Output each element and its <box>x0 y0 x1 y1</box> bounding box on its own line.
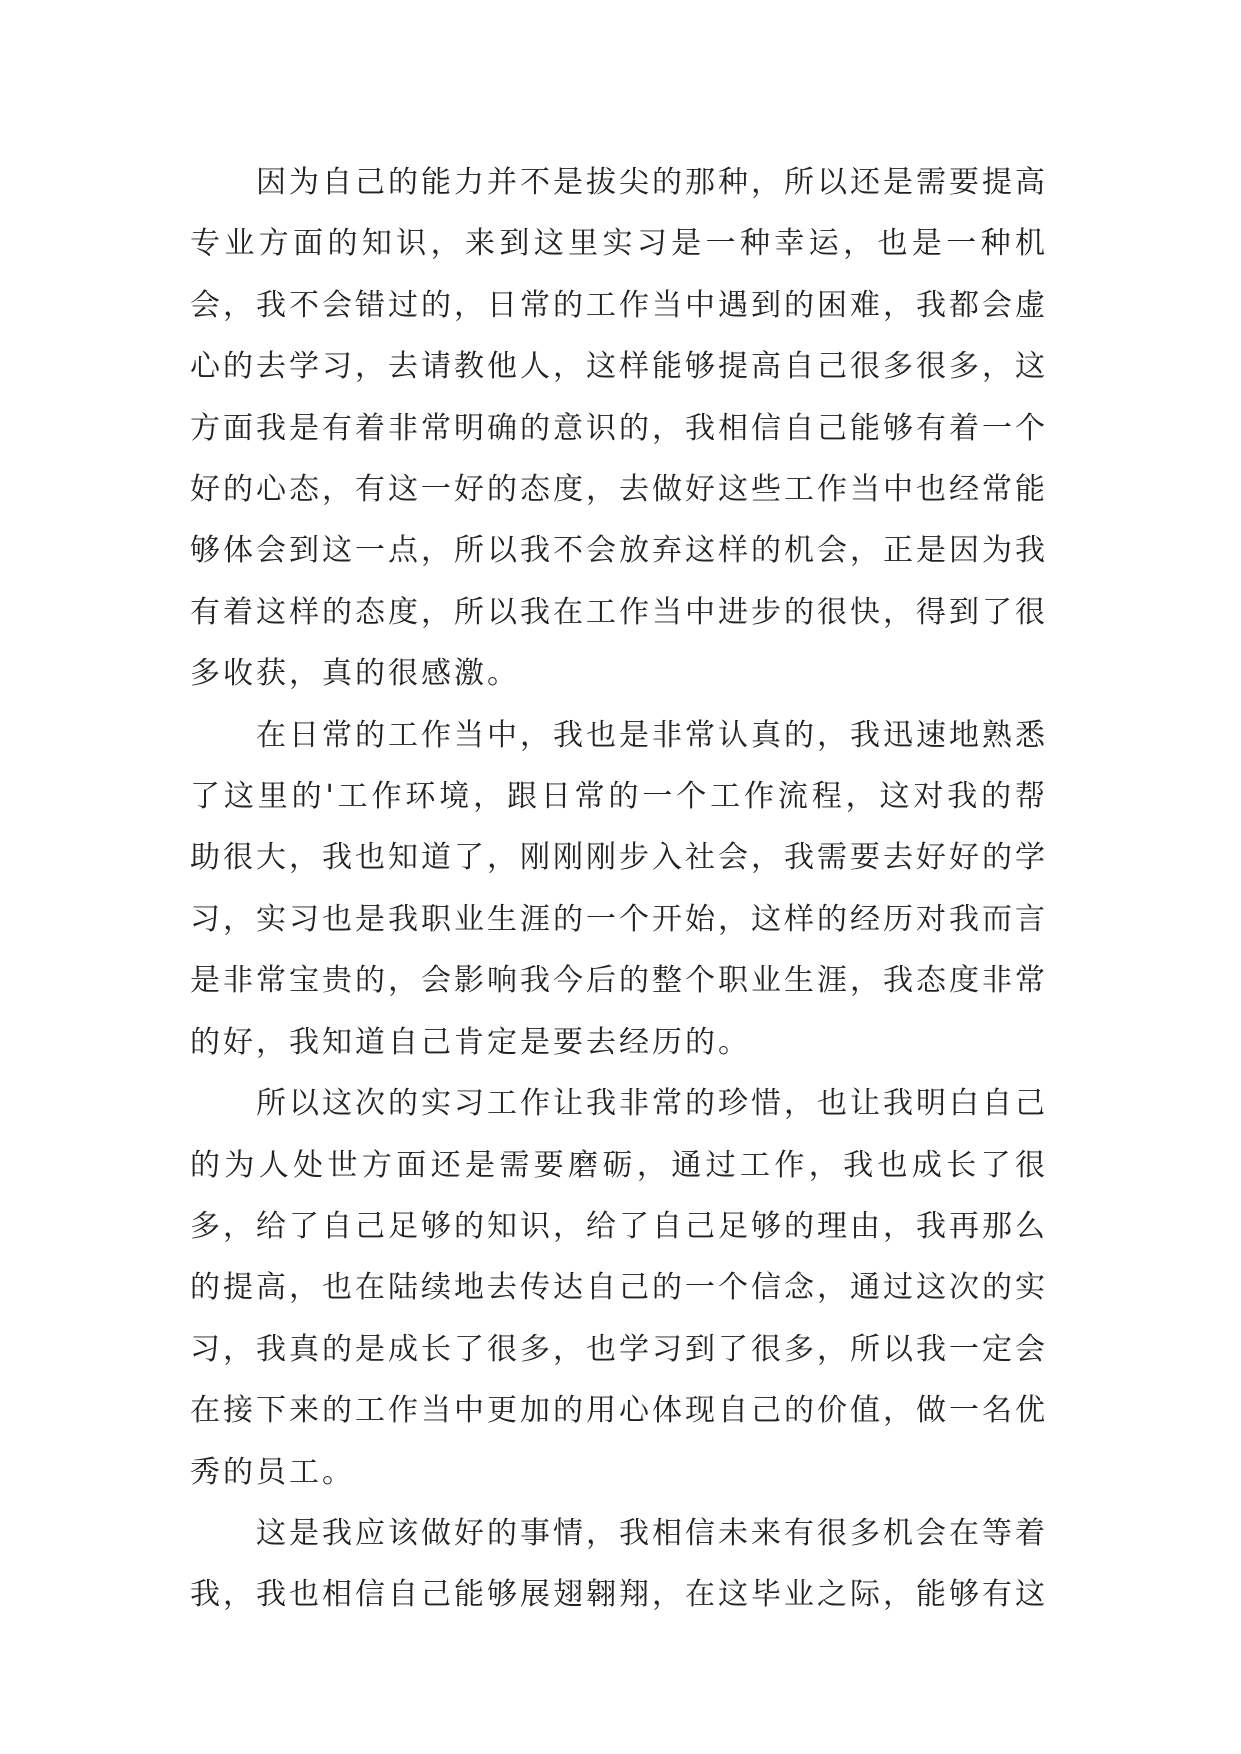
paragraph-1: 因为自己的能力并不是拔尖的那种，所以还是需要提高专业方面的知识，来到这里实习是一种幸运，也是一种机会，我不会错过的，日常的工作当中遇到的困难，我都会虚心的去学习，去请教他人，这样能够提高自己很多很多，这方面我是有着非常明确的意识的，我相信自己能够有着一个好的心态，有这一好的态度，去做好这些工作当中也经常能够体会到这一点，所以我不会放弃这样的机会，正是因为我有着这样的态度，所以我在工作当中进步的很快，得到了很多收获，真的很感激。 <box>190 165 1048 692</box>
paragraph-4: 这是我应该做好的事情，我相信未来有很多机会在等着我，我也相信自己能够展翅翱翔，在这毕业之际，能够有这 <box>190 1515 1048 1613</box>
paragraph-2: 在日常的工作当中，我也是非常认真的，我迅速地熟悉了这里的'工作环境，跟日常的一个工作流程，这对我的帮助很大，我也知道了，刚刚刚步入社会，我需要去好好的学习，实习也是我职业生涯的一个开始，这样的经历对我而言是非常宝贵的，会影响我今后的整个职业生涯，我态度非常的好，我知道自己肯定是要去经历的。 <box>190 717 1048 1060</box>
paragraph-3: 所以这次的实习工作让我非常的珍惜，也让我明白自己的为人处世方面还是需要磨砺，通过工作，我也成长了很多，给了自己足够的知识，给了自己足够的理由，我再那么的提高，也在陆续地去传达自己的一个信念，通过这次的实习，我真的是成长了很多，也学习到了很多，所以我一定会在接下来的工作当中更加的用心体现自己的价值，做一名优秀的员工。 <box>190 1086 1048 1490</box>
document-body <box>190 152 1048 1626</box>
